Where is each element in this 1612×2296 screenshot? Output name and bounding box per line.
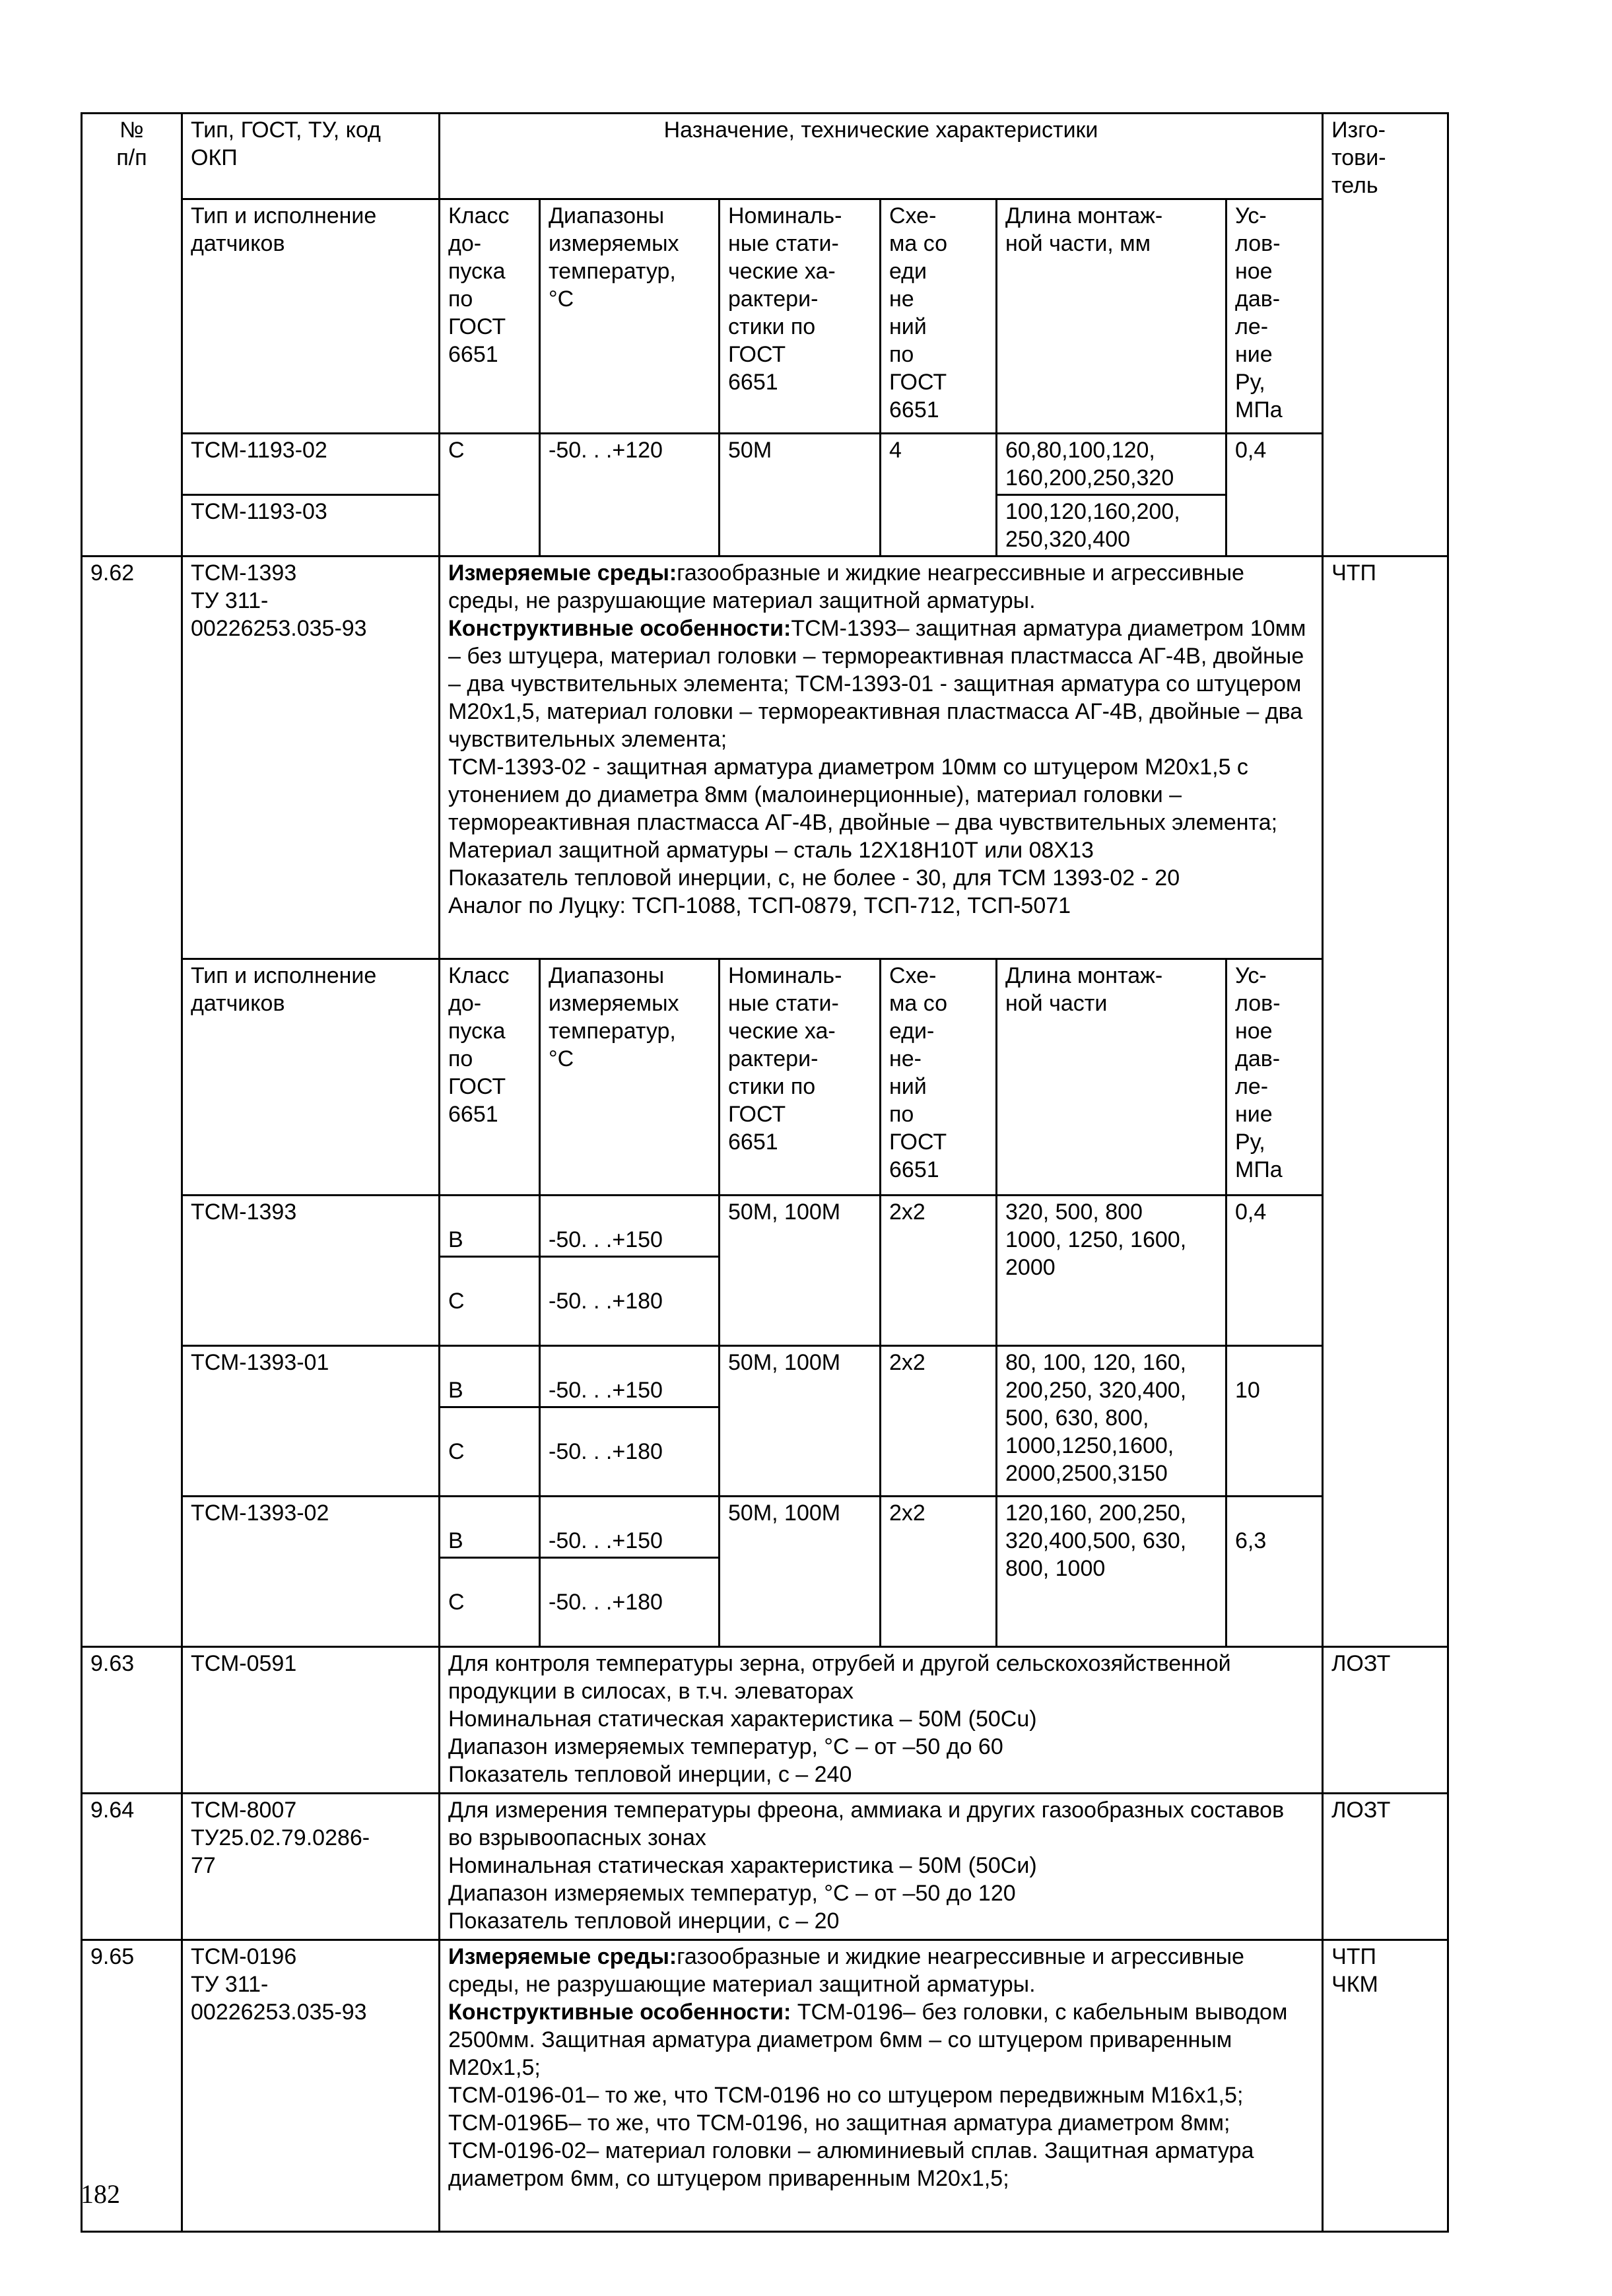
subheader-pressure: Ус- лов- ное дав- ле- ние Ру, МПа bbox=[1226, 959, 1323, 1196]
header-row bbox=[82, 114, 1448, 199]
description-text: газообразные и жидкие неагрессивные и агрессивные среды, не разрушающие материал защитной арматуры. bbox=[448, 560, 1244, 613]
description-paragraph: Номинальная статическая характеристика – 50М (50Cu) bbox=[448, 1706, 1037, 1732]
row-class bbox=[440, 1497, 540, 1647]
class-c: С bbox=[448, 1439, 465, 1464]
range-c: -50. . .+180 bbox=[549, 1289, 663, 1314]
range-c: -50. . .+180 bbox=[549, 1590, 663, 1615]
range-b: -50. . .+150 bbox=[541, 1525, 718, 1559]
item-row bbox=[82, 1647, 1448, 1794]
subheader-nsc: Номиналь- ные стати- ческие ха- рактери- стики по ГОСТ 6651 bbox=[720, 959, 881, 1196]
row-type: ТСМ-1393 bbox=[182, 1196, 440, 1346]
item-description bbox=[440, 557, 1323, 959]
description-text: ТСМ-0196-01– то же, что ТСМ-0196 но со штуцером передвижным М16х1,5; bbox=[448, 2083, 1244, 2108]
row-pressure: 0,4 bbox=[1226, 434, 1323, 557]
item-maker: ЛОЗТ bbox=[1323, 1647, 1448, 1794]
header-type-gost: Тип, ГОСТ, ТУ, код ОКП bbox=[182, 114, 440, 199]
subheader-row bbox=[82, 959, 1448, 1196]
item-description bbox=[440, 1647, 1323, 1794]
item-type: ТСМ-1393 ТУ 311- 00226253.035-93 bbox=[182, 557, 440, 959]
description-paragraph: Диапазон измеряемых температур, °С – от –50 до 120 bbox=[448, 1881, 1016, 1906]
subheader-nsc: Номиналь- ные стати- ческие ха- рактери- стики по ГОСТ 6651 bbox=[720, 199, 881, 434]
class-c: С bbox=[448, 1590, 465, 1615]
description-text: Аналог по Луцку: ТСП-1088, ТСП-0879, ТСП-712, ТСП-5071 bbox=[448, 893, 1071, 918]
row-type: ТСМ-1393-01 bbox=[182, 1346, 440, 1497]
subheader-length: Длина монтаж- ной части bbox=[997, 959, 1226, 1196]
item-row bbox=[82, 1794, 1448, 1940]
sensor-spec-table bbox=[81, 112, 1449, 2233]
description-paragraph bbox=[448, 2081, 1314, 2109]
class-b: В bbox=[440, 1374, 539, 1408]
range-c: -50. . .+180 bbox=[549, 1439, 663, 1464]
range-b: -50. . .+150 bbox=[541, 1224, 718, 1258]
table-row bbox=[82, 434, 1448, 495]
subheader-class: Класс до- пуска по ГОСТ 6651 bbox=[440, 199, 540, 434]
description-text: ТСМ-0196-02– материал головки – алюминиевый сплав. Защитная арматура диаметром 6мм, со штуцером приваренным М20х1,5; bbox=[448, 2138, 1254, 2191]
row-type: ТСМ-1193-03 bbox=[182, 495, 440, 557]
item-type: ТСМ-0196 ТУ 311- 00226253.035-93 bbox=[182, 1940, 440, 2232]
row-type: ТСМ-1193-02 bbox=[182, 434, 440, 495]
item-description bbox=[440, 1794, 1323, 1940]
class-c: С bbox=[448, 1289, 465, 1314]
item-num: 9.62 bbox=[82, 557, 182, 1647]
description-text: Показатель тепловой инерции, с, не более - 30, для ТСМ 1393-02 - 20 bbox=[448, 865, 1180, 891]
description-paragraph bbox=[448, 836, 1314, 864]
header-maker: Изго- тови- тель bbox=[1323, 114, 1448, 557]
row-nsc: 50М, 100М bbox=[720, 1497, 881, 1647]
row-nsc: 50М, 100М bbox=[720, 1346, 881, 1497]
subheader-type: Тип и исполнение датчиков bbox=[182, 959, 440, 1196]
row-range bbox=[540, 1497, 720, 1647]
class-b: В bbox=[440, 1224, 539, 1258]
row-range bbox=[540, 1346, 720, 1497]
subheader-row bbox=[82, 199, 1448, 434]
row-length: 100,120,160,200, 250,320,400 bbox=[997, 495, 1226, 557]
subheader-scheme: Схе- ма со еди не ний по ГОСТ 6651 bbox=[881, 199, 997, 434]
row-pressure: 6,3 bbox=[1226, 1497, 1323, 1647]
table-row bbox=[82, 1196, 1448, 1346]
header-purpose: Назначение, технические характеристики bbox=[440, 114, 1323, 199]
table-row bbox=[82, 1497, 1448, 1647]
subheader-pressure: Ус- лов- ное дав- ле- ние Ру, МПа bbox=[1226, 199, 1323, 434]
description-paragraph bbox=[448, 1998, 1314, 2081]
description-paragraph: Номинальная статическая характеристика – 50М (50Си) bbox=[448, 1853, 1037, 1878]
description-paragraph: Диапазон измеряемых температур, °С – от –50 до 60 bbox=[448, 1734, 1003, 1759]
row-scheme: 2х2 bbox=[881, 1196, 997, 1346]
row-class bbox=[440, 1196, 540, 1346]
item-description bbox=[440, 1940, 1323, 2232]
row-scheme: 2х2 bbox=[881, 1346, 997, 1497]
subheader-range: Диапазоны измеряемых температур, °С bbox=[540, 959, 720, 1196]
header-num: № п/п bbox=[82, 114, 182, 557]
description-paragraph bbox=[448, 892, 1314, 920]
subheader-class: Класс до- пуска по ГОСТ 6651 bbox=[440, 959, 540, 1196]
row-class: С bbox=[440, 434, 540, 557]
subheader-type: Тип и исполнение датчиков bbox=[182, 199, 440, 434]
row-nsc: 50М, 100М bbox=[720, 1196, 881, 1346]
description-lead: Конструктивные особенности: bbox=[448, 2000, 791, 2025]
item-num: 9.64 bbox=[82, 1794, 182, 1940]
description-text: ТСМ-1393– защитная арматура диаметром 10мм – без штуцера, материал головки – термореактивная пластмасса АГ-4В, двойные – два чувствительных элемента; ТСМ-1393-01 - защитная арматура со штуцером М20х1,5, материал головки – термореактивная пластмасса АГ-4В, двойные – два чувствительных элемента; bbox=[448, 616, 1306, 752]
description-paragraph bbox=[448, 1943, 1314, 1998]
row-pressure: 0,4 bbox=[1226, 1196, 1323, 1346]
item-num: 9.65 bbox=[82, 1940, 182, 2232]
item-maker: ЛОЗТ bbox=[1323, 1794, 1448, 1940]
description-lead: Измеряемые среды: bbox=[448, 560, 677, 586]
description-lead: Измеряемые среды: bbox=[448, 1944, 677, 1969]
description-paragraph bbox=[448, 559, 1314, 615]
description-text: Материал защитной арматуры – сталь 12Х18Н10Т или 08Х13 bbox=[448, 838, 1094, 863]
description-paragraph: Для контроля температуры зерна, отрубей и другой сельскохозяйственной продукции в силосах, в т.ч. элеваторах bbox=[448, 1651, 1231, 1704]
row-range: -50. . .+120 bbox=[540, 434, 720, 557]
row-length: 60,80,100,120, 160,200,250,320 bbox=[997, 434, 1226, 495]
row-class bbox=[440, 1346, 540, 1497]
description-paragraph bbox=[448, 2137, 1314, 2192]
description-text: ТСМ-1393-02 - защитная арматура диаметром 10мм со штуцером М20х1,5 с утонением до диаметра 8мм (малоинерционные), материал головки – термореактивная пластмасса АГ-4В, двойные – два чувствительных элемента; bbox=[448, 755, 1278, 835]
row-scheme: 2х2 bbox=[881, 1497, 997, 1647]
row-type: ТСМ-1393-02 bbox=[182, 1497, 440, 1647]
page-number: 182 bbox=[81, 2179, 120, 2209]
description-paragraph: Для измерения температуры фреона, аммиака и других газообразных составов во взрывоопасных зонах bbox=[448, 1798, 1285, 1850]
item-type: ТСМ-8007 ТУ25.02.79.0286- 77 bbox=[182, 1794, 440, 1940]
item-maker: ЧТП ЧКМ bbox=[1323, 1940, 1448, 2232]
item-num: 9.63 bbox=[82, 1647, 182, 1794]
subheader-range: Диапазоны измеряемых температур, °С bbox=[540, 199, 720, 434]
subheader-length: Длина монтаж- ной части, мм bbox=[997, 199, 1226, 434]
item-maker: ЧТП bbox=[1323, 557, 1448, 1647]
description-paragraph bbox=[448, 753, 1314, 836]
description-text: ТСМ-0196– без головки, с кабельным выводом 2500мм. Защитная арматура диаметром 6мм – со штуцером приваренным М20х1,5; bbox=[448, 2000, 1288, 2080]
range-b: -50. . .+150 bbox=[541, 1374, 718, 1408]
subheader-scheme: Схе- ма со еди- не- ний по ГОСТ 6651 bbox=[881, 959, 997, 1196]
table-row bbox=[82, 1346, 1448, 1497]
item-type: ТСМ-0591 bbox=[182, 1647, 440, 1794]
row-scheme: 4 bbox=[881, 434, 997, 557]
class-b: В bbox=[440, 1525, 539, 1559]
row-pressure: 10 bbox=[1226, 1346, 1323, 1497]
description-lead: Конструктивные особенности: bbox=[448, 616, 791, 641]
description-text: газообразные и жидкие неагрессивные и агрессивные среды, не разрушающие материал защитной арматуры. bbox=[448, 1944, 1244, 1997]
row-nsc: 50М bbox=[720, 434, 881, 557]
description-paragraph bbox=[448, 615, 1314, 753]
description-paragraph bbox=[448, 2109, 1314, 2137]
row-length: 80, 100, 120, 160, 200,250, 320,400, 500, 630, 800, 1000,1250,1600, 2000,2500,3150 bbox=[997, 1346, 1226, 1497]
item-row bbox=[82, 557, 1448, 959]
row-length: 120,160, 200,250, 320,400,500, 630, 800, 1000 bbox=[997, 1497, 1226, 1647]
description-paragraph: Показатель тепловой инерции, с – 240 bbox=[448, 1762, 852, 1787]
description-paragraph bbox=[448, 864, 1314, 892]
description-text: ТСМ-0196Б– то же, что ТСМ-0196, но защитная арматура диаметром 8мм; bbox=[448, 2110, 1230, 2136]
description-paragraph: Показатель тепловой инерции, с – 20 bbox=[448, 1908, 840, 1934]
item-row bbox=[82, 1940, 1448, 2232]
row-length: 320, 500, 800 1000, 1250, 1600, 2000 bbox=[997, 1196, 1226, 1346]
row-range bbox=[540, 1196, 720, 1346]
